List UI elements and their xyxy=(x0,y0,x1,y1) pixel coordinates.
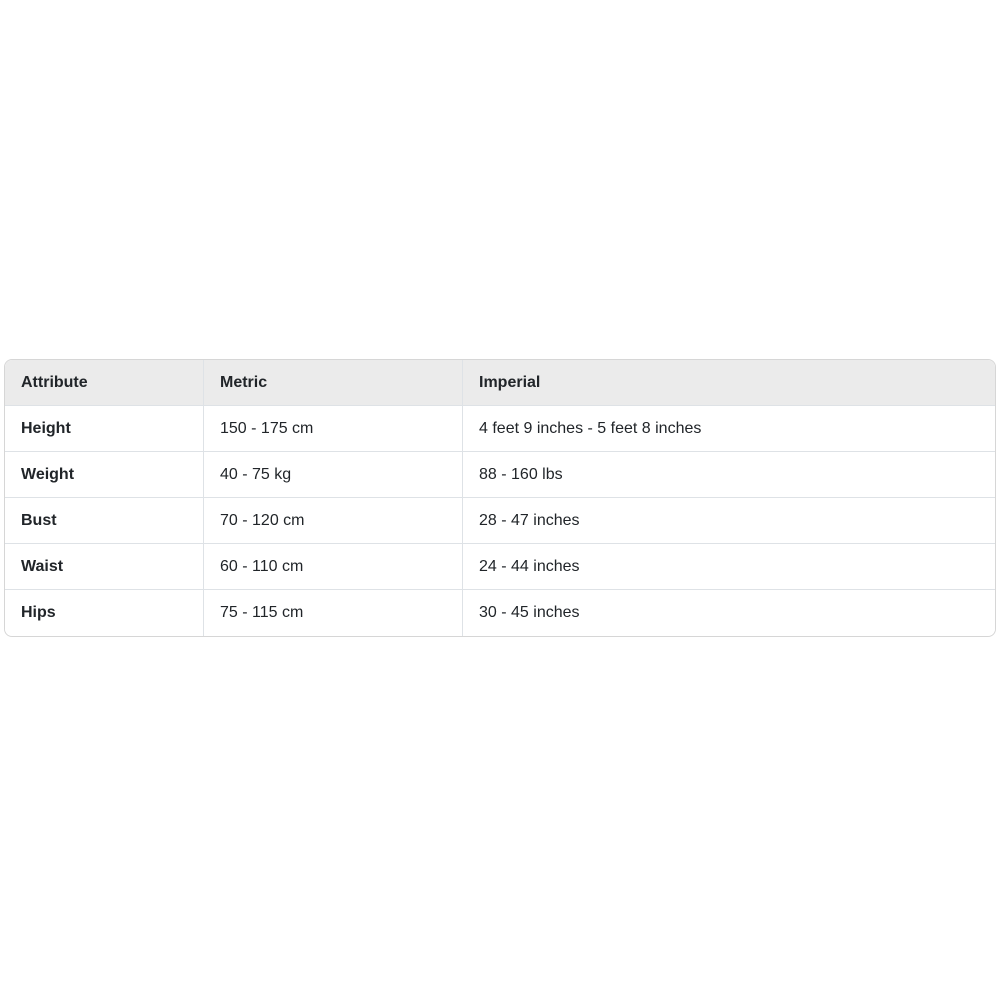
imperial-cell: 4 feet 9 inches - 5 feet 8 inches xyxy=(463,406,995,452)
metric-cell: 40 - 75 kg xyxy=(204,452,463,498)
imperial-cell: 88 - 160 lbs xyxy=(463,452,995,498)
column-header-imperial: Imperial xyxy=(463,360,995,406)
size-table-body xyxy=(5,406,995,636)
attribute-cell: Bust xyxy=(5,498,204,544)
metric-cell: 60 - 110 cm xyxy=(204,544,463,590)
table-row-weight xyxy=(5,452,995,498)
metric-cell: 150 - 175 cm xyxy=(204,406,463,452)
imperial-cell: 24 - 44 inches xyxy=(463,544,995,590)
attribute-cell: Hips xyxy=(5,590,204,636)
attribute-cell: Waist xyxy=(5,544,204,590)
attribute-cell: Weight xyxy=(5,452,204,498)
metric-cell: 75 - 115 cm xyxy=(204,590,463,636)
imperial-cell: 30 - 45 inches xyxy=(463,590,995,636)
column-header-metric: Metric xyxy=(204,360,463,406)
metric-cell: 70 - 120 cm xyxy=(204,498,463,544)
imperial-cell: 28 - 47 inches xyxy=(463,498,995,544)
size-table-container xyxy=(4,359,996,637)
size-table-header xyxy=(5,360,995,406)
table-row-hips xyxy=(5,590,995,636)
attribute-cell: Height xyxy=(5,406,204,452)
column-header-attribute: Attribute xyxy=(5,360,204,406)
size-table xyxy=(4,359,996,637)
table-row-waist xyxy=(5,544,995,590)
table-row-height xyxy=(5,406,995,452)
table-row-bust xyxy=(5,498,995,544)
header-row xyxy=(5,360,995,406)
